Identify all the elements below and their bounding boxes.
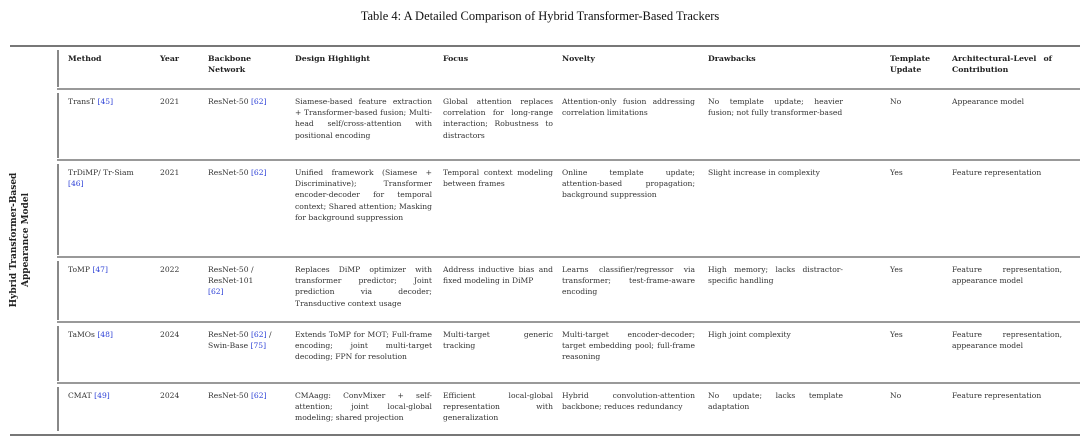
backbone-citation[interactable]: [62] (208, 287, 224, 297)
backbone-citation[interactable]: [62] (250, 168, 267, 177)
template-update-cell: No (890, 391, 902, 400)
backbone-citation[interactable]: [62] (250, 330, 267, 339)
design-cell: Unified framework (Siamese + Discriminative); Transformer encoder-decoder for temporal context; Shared attention; Masking for background suppression (295, 168, 432, 222)
method-citation[interactable]: [47] (92, 265, 108, 274)
drawbacks-cell: High memory; lacks distractor-specific handling (708, 265, 843, 286)
architectural-level-cell: Feature representation (952, 391, 1042, 400)
method-name: CMAT (68, 391, 92, 400)
header-left-bar (57, 50, 59, 87)
year-cell: 2024 (160, 391, 180, 400)
row-group-label (8, 140, 44, 340)
header-novelty: Novelty (562, 54, 595, 63)
table-row (57, 258, 1080, 323)
method-cell (68, 96, 148, 107)
method-citation[interactable]: [45] (97, 97, 114, 106)
focus-cell: Global attention replaces correlation for long-range interaction; Robustness to distractors (443, 97, 553, 140)
year-cell: 2021 (160, 97, 180, 106)
design-cell: Extends ToMP for MOT; Full-frame encoding; joint multi-target decoding; FPN for resolution (295, 330, 432, 362)
row-group-label-line2: Appearance Model (21, 193, 31, 287)
backbone-cell (208, 167, 273, 178)
novelty-cell: Multi-target encoder-decoder; target embedding pool; full-frame reasoning (562, 330, 695, 362)
drawbacks-cell: Slight increase in complexity (708, 168, 820, 177)
backbone-cell (208, 329, 276, 351)
header-method: Method (68, 54, 102, 63)
backbone-citation[interactable]: [62] (250, 391, 267, 400)
backbone-citation[interactable]: [62] (250, 97, 267, 106)
architectural-level-cell: Feature representation, appearance model (952, 330, 1062, 351)
backbone-cell (208, 390, 273, 401)
template-update-cell: Yes (890, 330, 903, 339)
focus-cell: Address inductive bias and fixed modeling in DiMP (443, 265, 553, 286)
method-cell (68, 264, 148, 275)
method-name: ToMP (68, 265, 90, 274)
backbone-cell (208, 96, 273, 107)
novelty-cell: Online template update; attention-based propagation; background suppression (562, 168, 695, 200)
table-caption: Table 4: A Detailed Comparison of Hybrid Transformer-Based Trackers (360, 9, 720, 23)
year-cell: 2022 (160, 265, 180, 274)
focus-cell: Temporal context modeling between frames (443, 168, 553, 189)
header-year: Year (160, 54, 180, 63)
novelty-cell: Learns classifier/regressor via transformer; test-frame-aware encoding (562, 265, 695, 297)
year-cell: 2021 (160, 168, 180, 177)
backbone-alt-citation[interactable]: [75] (250, 341, 267, 351)
template-update-cell: No (890, 97, 902, 106)
drawbacks-cell: No template update; heavier fusion; not fully transformer-based (708, 97, 843, 118)
header-backbone: Backbone Network (208, 54, 252, 75)
table-row (57, 384, 1080, 434)
novelty-cell: Hybrid convolution-attention backbone; reduces redundancy (562, 391, 695, 412)
year-cell: 2024 (160, 330, 180, 339)
header-drawbacks: Drawbacks (708, 54, 756, 63)
method-name: TransT (68, 97, 96, 106)
row-group-label-line1: Hybrid Transformer-Based (9, 172, 19, 308)
backbone-name: ResNet-50 (208, 330, 249, 339)
backbone-name: ResNet-50 (208, 168, 249, 177)
drawbacks-cell: No update; lacks template adaptation (708, 391, 843, 412)
architectural-level-cell: Appearance model (952, 97, 1024, 106)
backbone-name: ResNet-50 / ResNet-101 (208, 265, 254, 286)
template-update-cell: Yes (890, 168, 903, 177)
header-focus: Focus (443, 54, 469, 63)
row-left-bar (57, 326, 59, 381)
method-citation[interactable]: [49] (94, 391, 110, 400)
drawbacks-cell: High joint complexity (708, 330, 791, 339)
template-update-cell: Yes (890, 265, 903, 274)
backbone-name: ResNet-50 (208, 391, 249, 400)
row-left-bar (57, 261, 59, 320)
method-citation[interactable]: [46] (68, 179, 84, 189)
table-row (57, 90, 1080, 161)
focus-cell: Efficient local-global representation with generalization (443, 391, 553, 423)
design-cell: CMAagg: ConvMixer + self-attention; joint local-global modeling; shared projection (295, 391, 432, 423)
table-row (57, 323, 1080, 384)
method-cell (68, 167, 143, 189)
table-bottom-rule (10, 434, 1080, 436)
backbone-cell (208, 264, 270, 298)
method-name: TaMOs (68, 330, 95, 339)
method-name: TrDiMP/ Tr-Siam (68, 168, 134, 177)
row-left-bar (57, 93, 59, 158)
design-cell: Siamese-based feature extraction + Transformer-based fusion; Multi-head self/cross-attention with positional encoding (295, 97, 432, 140)
table-header-row (57, 47, 1080, 90)
header-architectural-level: Architectural-Level of Contribution (952, 54, 1052, 75)
table-row (57, 161, 1080, 258)
header-design: Design Highlight (295, 54, 371, 63)
novelty-cell: Attention-only fusion addressing correlation limitations (562, 97, 695, 118)
header-template-update: Template Update (890, 54, 931, 75)
backbone-alt-name: / Swin-Base (208, 330, 272, 351)
architectural-level-cell: Feature representation, appearance model (952, 265, 1062, 286)
focus-cell: Multi-target generic tracking (443, 330, 553, 351)
method-citation[interactable]: [48] (97, 330, 113, 339)
design-cell: Replaces DiMP optimizer with transformer predictor; Joint prediction via decoder; Transductive context usage (295, 265, 432, 308)
method-cell (68, 329, 148, 340)
backbone-name: ResNet-50 (208, 97, 249, 106)
architectural-level-cell: Feature representation (952, 168, 1042, 177)
method-cell (68, 390, 148, 401)
row-left-bar (57, 164, 59, 255)
row-left-bar (57, 387, 59, 431)
